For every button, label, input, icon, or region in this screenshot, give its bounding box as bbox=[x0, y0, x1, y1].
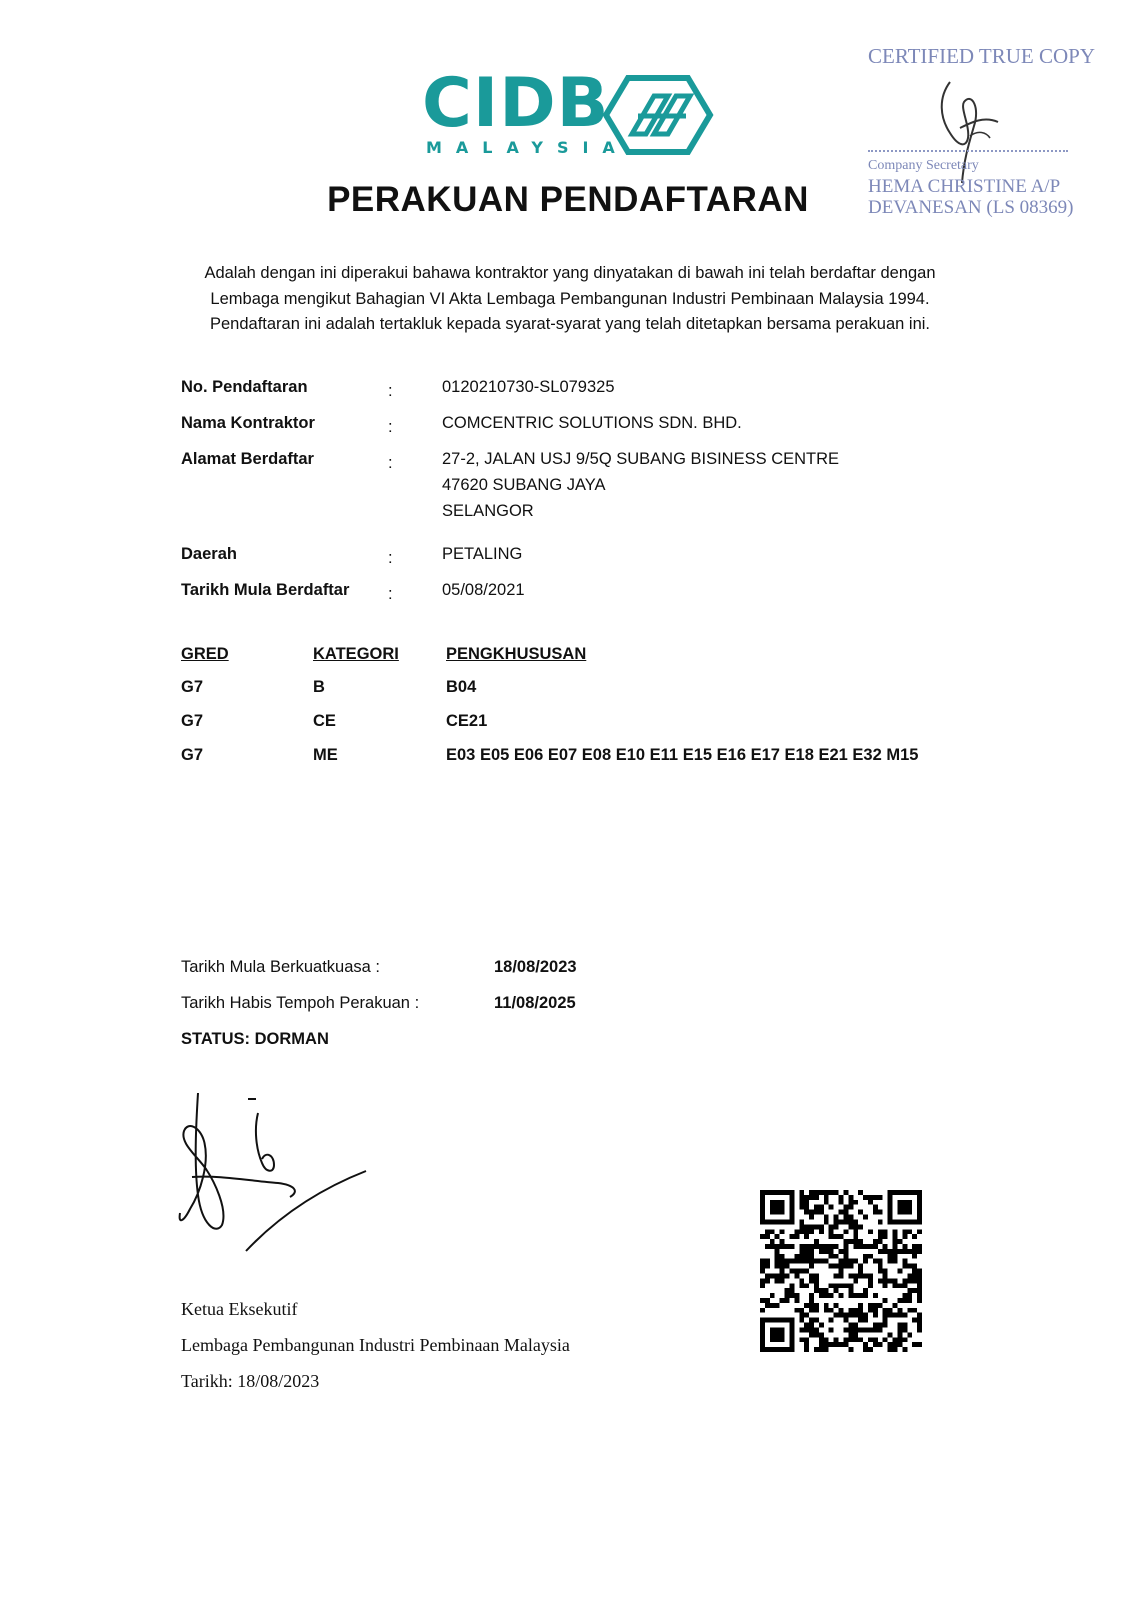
colon: : bbox=[388, 549, 393, 567]
document-title: PERAKUAN PENDAFTARAN bbox=[327, 180, 809, 219]
expiry-date-label: Tarikh Habis Tempoh Perakuan : bbox=[181, 994, 420, 1012]
district-value: PETALING bbox=[442, 545, 523, 563]
signatory-role: Ketua Eksekutif bbox=[181, 1299, 298, 1319]
certified-true-copy-stamp: CERTIFIED TRUE COPY bbox=[868, 44, 1096, 68]
category-header: KATEGORI bbox=[313, 645, 399, 663]
signature-date: Tarikh: 18/08/2023 bbox=[181, 1371, 320, 1391]
stamp-divider bbox=[868, 150, 1068, 152]
registration-no-value: 0120210730-SL079325 bbox=[442, 378, 615, 396]
category-cell: CE bbox=[313, 712, 336, 730]
intro-line: Adalah dengan ini diperakui bahawa kontraktor yang dinyatakan di bawah ini telah berdaftar dengan bbox=[204, 264, 936, 282]
contractor-name-label: Nama Kontraktor bbox=[181, 414, 315, 432]
specialization-cell: E03 E05 E06 E07 E08 E10 E11 E15 E16 E17 E18 E21 E32 M15 bbox=[446, 746, 919, 764]
stamp-name-line-2: DEVANESAN (LS 08369) bbox=[868, 197, 1074, 218]
address-line: 27-2, JALAN USJ 9/5Q SUBANG BISINESS CENTRE bbox=[442, 450, 840, 468]
intro-paragraph bbox=[170, 261, 970, 338]
district-label: Daerah bbox=[181, 545, 237, 563]
category-cell: B bbox=[313, 678, 325, 696]
colon: : bbox=[388, 382, 393, 400]
effective-date-label: Tarikh Mula Berkuatkuasa : bbox=[181, 958, 381, 976]
colon: : bbox=[388, 585, 393, 603]
category-cell: ME bbox=[313, 746, 338, 764]
intro-line: Pendaftaran ini adalah tertakluk kepada syarat-syarat yang telah ditetapkan bersama perakuan ini. bbox=[209, 315, 931, 333]
cidb-logo-text: CIDB bbox=[422, 64, 610, 143]
address-label: Alamat Berdaftar bbox=[181, 450, 314, 468]
registration-date-label: Tarikh Mula Berdaftar bbox=[181, 581, 350, 599]
specialization-header: PENGKHUSUSAN bbox=[446, 645, 587, 663]
effective-date-value: 18/08/2023 bbox=[494, 958, 577, 976]
colon: : bbox=[388, 454, 393, 472]
grade-cell: G7 bbox=[181, 678, 204, 696]
intro-line: Lembaga mengikut Bahagian VI Akta Lembaga Pembangunan Industri Pembinaan Malaysia 1994. bbox=[210, 289, 930, 308]
signatory-organisation: Lembaga Pembangunan Industri Pembinaan Malaysia bbox=[181, 1335, 570, 1355]
grade-cell: G7 bbox=[181, 712, 204, 730]
registration-no-label: No. Pendaftaran bbox=[181, 378, 308, 396]
address-value bbox=[442, 446, 839, 524]
qr-code bbox=[760, 1190, 922, 1352]
specialization-cell: CE21 bbox=[446, 712, 488, 730]
expiry-date-value: 11/08/2025 bbox=[494, 994, 576, 1012]
registration-date-value: 05/08/2021 bbox=[442, 581, 525, 599]
specialization-cell: B04 bbox=[446, 678, 477, 696]
stamp-role: Company Secretary bbox=[868, 158, 979, 173]
status-label: STATUS: DORMAN bbox=[181, 1030, 329, 1048]
contractor-name-value: COMCENTRIC SOLUTIONS SDN. BHD. bbox=[442, 414, 742, 432]
grade-cell: G7 bbox=[181, 746, 204, 764]
address-line: 47620 SUBANG JAYA bbox=[442, 476, 606, 494]
ceo-signature bbox=[170, 1085, 380, 1255]
stamp-name-line-1: HEMA CHRISTINE A/P bbox=[868, 176, 1061, 197]
grade-header: GRED bbox=[181, 645, 229, 663]
address-line: SELANGOR bbox=[442, 502, 534, 520]
cidb-logo-country: MALAYSIA bbox=[426, 138, 629, 157]
colon: : bbox=[388, 418, 393, 436]
cidb-logo-mark-icon bbox=[602, 74, 714, 156]
